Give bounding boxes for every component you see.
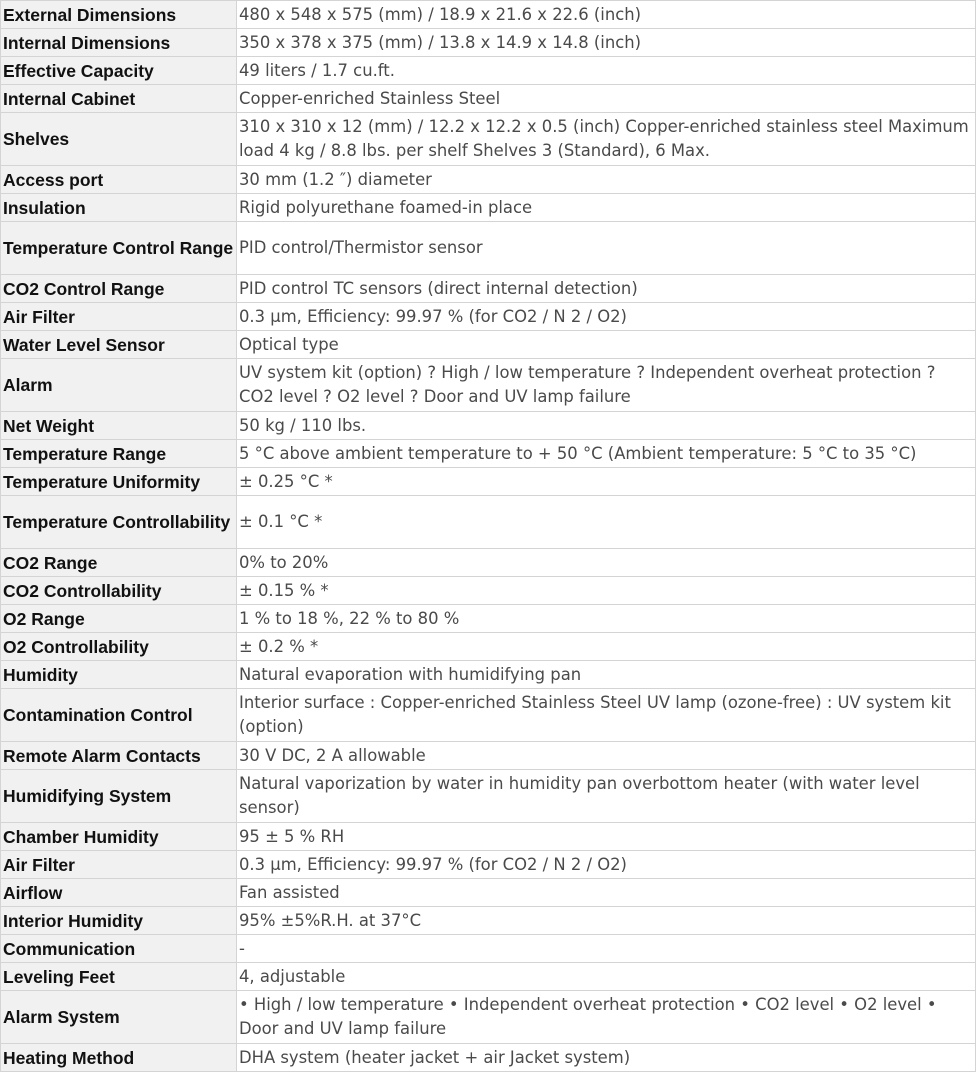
table-row [1,222,976,275]
spec-value: 0.3 µm, Efficiency: 99.97 % (for CO2 / N 2 / O2) [237,303,976,331]
table-row [1,113,976,166]
spec-label: External Dimensions [1,1,237,29]
spec-label: Insulation [1,194,237,222]
spec-value: 95% ±5%R.H. at 37°C [237,907,976,935]
spec-value: 480 x 548 x 575 (mm) / 18.9 x 21.6 x 22.6 (inch) [237,1,976,29]
spec-label: Communication [1,935,237,963]
spec-label: Alarm [1,359,237,412]
spec-label: Temperature Controllability [1,496,237,549]
table-row [1,661,976,689]
spec-value: ± 0.25 °C * [237,468,976,496]
table-row [1,303,976,331]
spec-value: 50 kg / 110 lbs. [237,412,976,440]
spec-label: Internal Dimensions [1,29,237,57]
table-row [1,577,976,605]
spec-label: O2 Controllability [1,633,237,661]
table-row [1,85,976,113]
table-row [1,359,976,412]
spec-label: Effective Capacity [1,57,237,85]
spec-value: PID control/Thermistor sensor [237,222,976,275]
spec-value: 30 V DC, 2 A allowable [237,742,976,770]
spec-value: 49 liters / 1.7 cu.ft. [237,57,976,85]
spec-value: • High / low temperature • Independent overheat protection • CO2 level • O2 level • Door and UV lamp failure [237,991,976,1044]
table-row [1,963,976,991]
table-row [1,879,976,907]
table-row [1,412,976,440]
spec-label: Contamination Control [1,689,237,742]
spec-label: Air Filter [1,303,237,331]
spec-label: Alarm System [1,991,237,1044]
spec-value: DHA system (heater jacket + air Jacket system) [237,1044,976,1072]
table-row [1,194,976,222]
spec-label: Leveling Feet [1,963,237,991]
spec-value: Natural vaporization by water in humidity pan overbottom heater (with water level sensor) [237,770,976,823]
table-row [1,605,976,633]
spec-label: Chamber Humidity [1,823,237,851]
spec-value: 95 ± 5 % RH [237,823,976,851]
table-row [1,549,976,577]
spec-value: Rigid polyurethane foamed-in place [237,194,976,222]
spec-label: Temperature Range [1,440,237,468]
table-row [1,633,976,661]
table-row [1,468,976,496]
table-row [1,29,976,57]
table-row [1,991,976,1044]
spec-value: ± 0.1 °C * [237,496,976,549]
spec-value: Copper-enriched Stainless Steel [237,85,976,113]
table-row [1,1044,976,1072]
spec-label: Humidifying System [1,770,237,823]
spec-value: Interior surface : Copper-enriched Stainless Steel UV lamp (ozone-free) : UV system kit (option) [237,689,976,742]
spec-value: 310 x 310 x 12 (mm) / 12.2 x 12.2 x 0.5 (inch) Copper-enriched stainless steel Maximum load 4 kg / 8.8 lbs. per shelf Shelves 3 (Standard), 6 Max. [237,113,976,166]
spec-value: Optical type [237,331,976,359]
table-row [1,689,976,742]
spec-label: Water Level Sensor [1,331,237,359]
spec-label: CO2 Range [1,549,237,577]
table-row [1,440,976,468]
spec-label: Air Filter [1,851,237,879]
spec-label: O2 Range [1,605,237,633]
spec-value: 5 °C above ambient temperature to + 50 °C (Ambient temperature: 5 °C to 35 °C) [237,440,976,468]
spec-value: ± 0.15 % * [237,577,976,605]
table-row [1,275,976,303]
table-row [1,907,976,935]
table-row [1,331,976,359]
spec-label: Interior Humidity [1,907,237,935]
spec-label: CO2 Control Range [1,275,237,303]
spec-value: 0.3 µm, Efficiency: 99.97 % (for CO2 / N 2 / O2) [237,851,976,879]
spec-value: 30 mm (1.2 ″) diameter [237,166,976,194]
spec-value: PID control TC sensors (direct internal detection) [237,275,976,303]
table-row [1,823,976,851]
table-row [1,770,976,823]
table-row [1,851,976,879]
spec-label: CO2 Controllability [1,577,237,605]
spec-value: Fan assisted [237,879,976,907]
spec-label: Remote Alarm Contacts [1,742,237,770]
spec-value: Natural evaporation with humidifying pan [237,661,976,689]
table-row [1,742,976,770]
table-row [1,166,976,194]
spec-label: Airflow [1,879,237,907]
spec-value: 1 % to 18 %, 22 % to 80 % [237,605,976,633]
spec-value: - [237,935,976,963]
spec-label: Temperature Control Range [1,222,237,275]
spec-label: Shelves [1,113,237,166]
spec-label: Access port [1,166,237,194]
spec-value: 4, adjustable [237,963,976,991]
spec-value: UV system kit (option) ? High / low temperature ? Independent overheat protection ? CO2 level ? O2 level ? Door and UV lamp failure [237,359,976,412]
spec-label: Humidity [1,661,237,689]
spec-value: 0% to 20% [237,549,976,577]
table-row [1,57,976,85]
spec-label: Net Weight [1,412,237,440]
spec-label: Temperature Uniformity [1,468,237,496]
table-row [1,496,976,549]
spec-label: Heating Method [1,1044,237,1072]
spec-value: 350 x 378 x 375 (mm) / 13.8 x 14.9 x 14.8 (inch) [237,29,976,57]
spec-label: Internal Cabinet [1,85,237,113]
table-row [1,1,976,29]
spec-value: ± 0.2 % * [237,633,976,661]
table-row [1,935,976,963]
